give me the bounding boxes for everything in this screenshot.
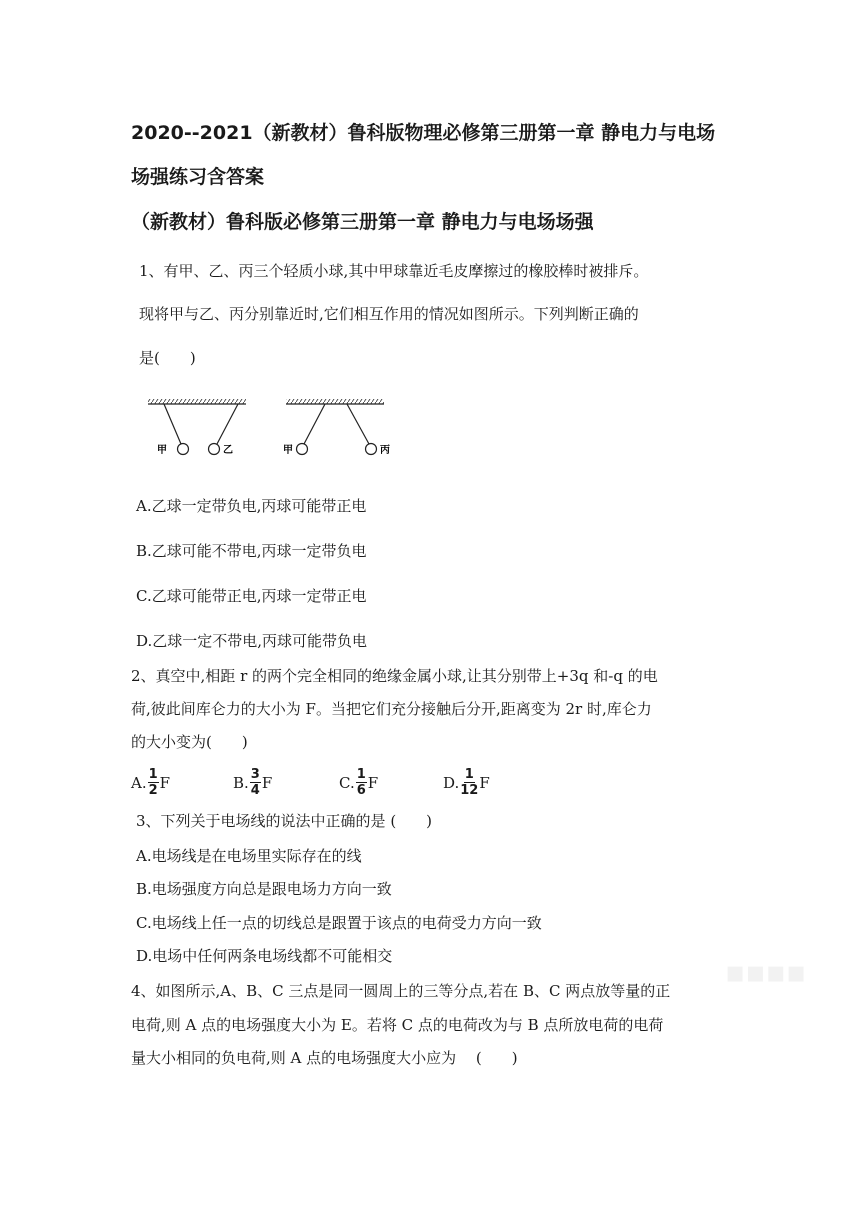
document-title-line-2: 场强练习含答案 <box>131 166 265 188</box>
q4-stem-line-3: 量大小相同的负电荷,则 A 点的电场强度大小应为 ( ) <box>131 1049 518 1067</box>
left-label-a: 甲 <box>157 445 167 456</box>
q2-option-d-numerator: 1 <box>464 767 474 782</box>
q3-stem: 3、下列关于电场线的说法中正确的是 ( ) <box>136 812 433 830</box>
q1-stem-line-3: 是( ) <box>139 349 196 367</box>
left-ball-a <box>178 444 189 455</box>
q2-option-a-unit: F <box>159 773 171 792</box>
q1-figure <box>140 390 410 465</box>
q2-option-b <box>233 768 272 797</box>
q2-option-a-letter: A. <box>131 773 147 792</box>
right-label-b: 丙 <box>380 445 390 456</box>
left-thread-b <box>217 404 238 444</box>
q2-option-c <box>339 768 378 797</box>
q3-option-a: A.电场线是在电场里实际存在的线 <box>136 847 362 865</box>
q2-option-a-denominator: 2 <box>148 783 158 798</box>
right-thread-a <box>304 404 325 444</box>
q2-stem-line-1: 2、真空中,相距 r 的两个完全相同的绝缘金属小球,让其分别带上+3q 和-q 的电 <box>131 667 658 685</box>
faint-watermark: ▪▪▪▪ <box>725 955 807 990</box>
document-subtitle: （新教材）鲁科版必修第三册第一章 静电力与电场场强 <box>131 211 594 233</box>
q2-option-b-numerator: 3 <box>250 767 260 782</box>
q3-option-d: D.电场中任何两条电场线都不可能相交 <box>136 947 393 965</box>
q2-option-d-fraction <box>460 768 478 797</box>
q2-option-d <box>443 768 490 797</box>
right-ball-b <box>366 444 377 455</box>
right-ball-a <box>297 444 308 455</box>
q2-option-b-unit: F <box>261 773 273 792</box>
q1-option-a: A.乙球一定带负电,丙球可能带正电 <box>136 497 367 515</box>
q2-option-d-letter: D. <box>443 773 460 792</box>
q2-option-c-fraction <box>356 768 367 797</box>
q1-stem-line-2: 现将甲与乙、丙分别靠近时,它们相互作用的情况如图所示。下列判断正确的 <box>139 305 639 323</box>
q2-option-b-letter: B. <box>233 773 249 792</box>
q1-option-b: B.乙球可能不带电,丙球一定带负电 <box>136 542 367 560</box>
q2-option-b-fraction <box>250 768 261 797</box>
right-label-a: 甲 <box>283 445 293 456</box>
q2-option-c-numerator: 1 <box>356 767 366 782</box>
q3-option-c: C.电场线上任一点的切线总是跟置于该点的电荷受力方向一致 <box>136 914 542 932</box>
left-thread-a <box>164 404 181 444</box>
document-title-line-1: 2020--2021（新教材）鲁科版物理必修第三册第一章 静电力与电场 <box>131 122 716 144</box>
q2-option-c-unit: F <box>367 773 379 792</box>
right-ceiling-hatch <box>286 399 384 404</box>
left-label-b: 乙 <box>223 445 233 456</box>
q4-stem-line-2: 电荷,则 A 点的电场强度大小为 E。若将 C 点的电荷改为与 B 点所放电荷的电荷 <box>131 1016 664 1034</box>
q2-option-a <box>131 768 170 797</box>
q2-stem-line-2: 荷,彼此间库仑力的大小为 F。当把它们充分接触后分开,距离变为 2r 时,库仑力 <box>131 700 652 718</box>
q3-option-b: B.电场强度方向总是跟电场力方向一致 <box>136 880 392 898</box>
q2-option-c-denominator: 6 <box>356 783 366 798</box>
q2-option-d-denominator: 12 <box>460 783 479 798</box>
q4-stem-line-1: 4、如图所示,A、B、C 三点是同一圆周上的三等分点,若在 B、C 两点放等量的正 <box>131 982 671 1000</box>
left-ceiling-hatch <box>148 399 246 404</box>
q2-option-c-letter: C. <box>339 773 355 792</box>
q2-option-a-numerator: 1 <box>148 767 158 782</box>
right-thread-b <box>347 404 369 444</box>
q2-stem-line-3: 的大小变为( ) <box>131 733 248 751</box>
q2-option-a-fraction <box>148 768 159 797</box>
q1-option-d: D.乙球一定不带电,丙球可能带负电 <box>136 632 368 650</box>
q2-option-b-denominator: 4 <box>250 783 260 798</box>
q1-stem-line-1: 1、有甲、乙、丙三个轻质小球,其中甲球靠近毛皮摩擦过的橡胶棒时被排斥。 <box>139 262 649 280</box>
q1-pendulum-diagram <box>140 390 410 465</box>
q1-option-c: C.乙球可能带正电,丙球一定带正电 <box>136 587 367 605</box>
q2-option-d-unit: F <box>479 773 490 792</box>
left-ball-b <box>209 444 220 455</box>
